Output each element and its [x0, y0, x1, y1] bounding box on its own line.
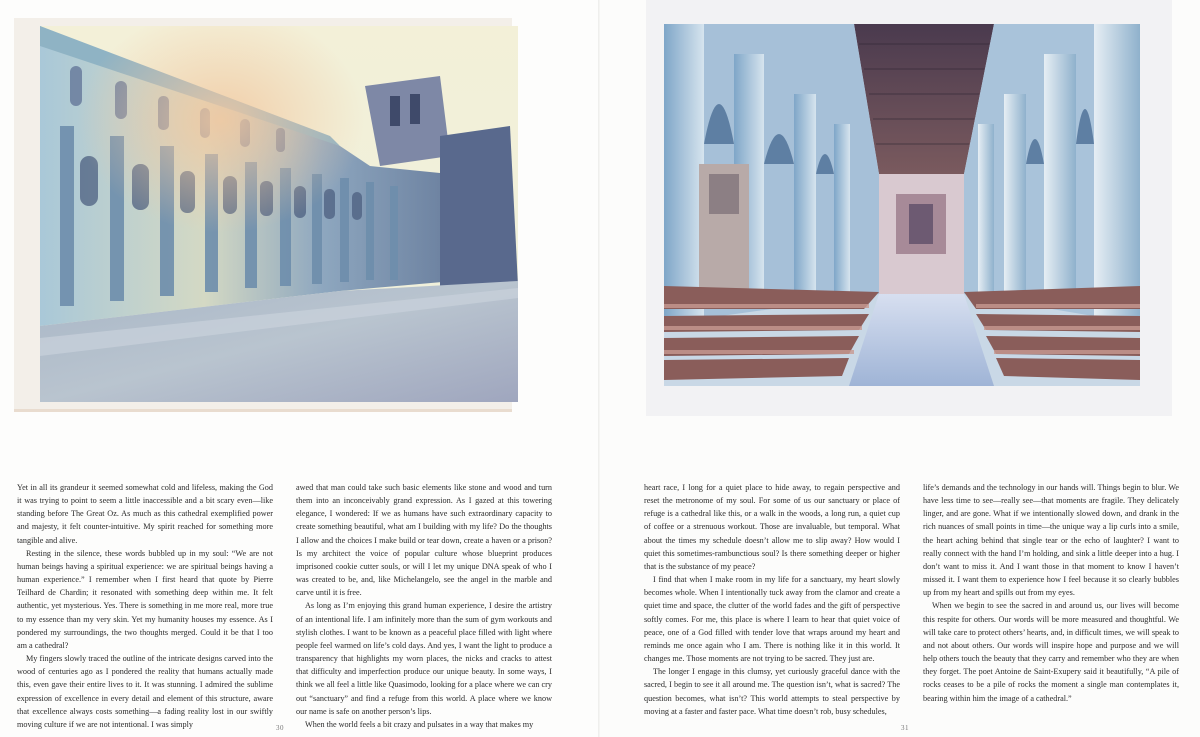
paragraph: life’s demands and the technology in our hands will. Things begin to blur. We have less time to see—really see—that moments are fragile. They delicately linger, and are gone. What if we intentionally slowed down, and drank in the rich nuances of small points in time—the unique way a lip curls into a smile, the heart aching behind that single tear or the echo of laughter? I want to really connect with the hand I’m holding, and sink a little deeper into a hug. I don’t want to miss it. And I want those in that moment to know I haven’t missed it. I want them to experience how I feel because it so clearly bubbles up from my heart and spills out from my eyes.: [923, 483, 1179, 598]
paragraph: awed that man could take such basic elements like stone and wood and turn them into an inconceivably grand expression. As I gazed at this towering elegance, I wondered: If we as humans have such extraordinary capacity to create something beautiful, what am I building with my life? Do the thoughts I allow and the choices I make build or tear down, create a haven or a prison? Is my architect the voice of popular culture whose blueprint produces imprisoned cookie cutter souls, or will I let my unique DNA speak of who I was created to be, and, like Michelangelo, see the angel in the marble and carve until it is free.: [296, 483, 552, 598]
right-page: [600, 0, 1200, 737]
cathedral-interior-photo: [646, 0, 1172, 416]
page-number: 31: [901, 724, 909, 732]
paragraph: When we begin to see the sacred in and around us, our lives will become this respite for others. Our words will be more measured and thoughtful. We will take care to protect others’ hearts, and, in difficult times, we will speak to and not about others. Our words will inspire hope and purpose and we will help others touch the beauty that they carry and remember who they are when they forget. The poet Antoine de Saint-Exupery said it beautifully, “A pile of rocks ceases to be a pile of rocks the moment a single man contemplates it, bearing within him the image of a cathedral.”: [923, 601, 1179, 703]
paragraph: heart race, I long for a quiet place to hide away, to regain perspective and reset the metronome of my soul. For some of us our sanctuary or place of refuge is a cathedral like this, or a walk in the woods, a long run, a quiet cup of coffee or a strenuous workout. Those are invaluable, but temporal. What about the times my schedule doesn’t allow me to slip away? How would I quiet this sometimes-rambunctious soul? Is there something deeper or higher that is the substance of my peace?: [644, 483, 900, 571]
right-page-column-2: [923, 481, 1179, 718]
paragraph: When the world feels a bit crazy and pulsates in a way that makes my: [305, 719, 534, 729]
right-page-text: [644, 481, 1179, 718]
page-number: 30: [276, 724, 284, 732]
left-page-column-1: [17, 481, 273, 731]
paragraph: The longer I engage in this clumsy, yet curiously graceful dance with the sacred, I begin to see it all around me. The question isn’t, what is sacred? The question becomes, what isn’t? This world attempts to steal perspective by moving at a faster and faster pace. What time doesn’t rob, busy schedules,: [644, 667, 900, 716]
paragraph: My fingers slowly traced the outline of the intricate designs carved into the wood of centuries ago as I pondered the reality that humans actually made this, even gave their entire lives to it. It was stunning. I admired the sublime expression of excellence in every detail and element of this structure, aware that excellence always costs something—a fading reality lost in our swiftly moving culture if we are not intentional. I was simply: [17, 654, 273, 729]
paragraph: Yet in all its grandeur it seemed somewhat cold and lifeless, making the God it was trying to point to seem a little inaccessible and a bit scary even—like standing before The Great Oz. As much as this cathedral exemplified power and majesty, it felt counter-intuitive. My spirit reached for something more tangible and alive.: [17, 483, 273, 545]
left-page-text: [17, 481, 552, 731]
cathedral-interior-image: [664, 24, 1140, 386]
paragraph: As long as I’m enjoying this grand human experience, I desire the artistry of an intentional life. I am infinitely more than the sum of gym workouts and stylish clothes. I want to be known as a peaceful place filled with light where people feel warmed on life’s cold days. And yes, I want the light to produce a transparency that highlights my worn places, the nicks and cracks to attest that difficulty and imperfection produce our unique beauty. In some ways, I think we all feel a little like Quasimodo, looking for a place where we can cry out “sanctuary” and find a refuge from this world. A place where we know our name is safe on another person’s lips.: [296, 601, 552, 716]
paragraph: Resting in the silence, these words bubbled up in my soul: “We are not human beings having a spiritual experience: we are spiritual beings having a human experience.” I remember when I first heard that quote by Pierre Teilhard de Chardin; it resonated with something deep within me. It felt authentic, yet mysterious. Yes. There is something in me more real, more true to my essence than my very skin. Yet my humanity houses my essence. As I pondered my surroundings, the two thoughts merged. Could it be that I too am a cathedral?: [17, 548, 273, 650]
right-page-column-1: [644, 481, 900, 718]
cathedral-exterior-photo: [14, 18, 512, 412]
paragraph: I find that when I make room in my life for a sanctuary, my heart slowly becomes whole. When I intentionally tuck away from the clamor and create a quiet time and space, the clutter of the world fades and the gift of perspective softly comes. For me, this place is where I learn to hear that quiet voice of peace, one of a God filled with tender love that wraps around my heart and reminds me once again who I am. There is nothing like it in this world. It changes me. Those moments are not trying to be sacred. They just are.: [644, 575, 900, 664]
cathedral-exterior-image: [40, 26, 518, 402]
left-page-column-2: [296, 481, 552, 731]
